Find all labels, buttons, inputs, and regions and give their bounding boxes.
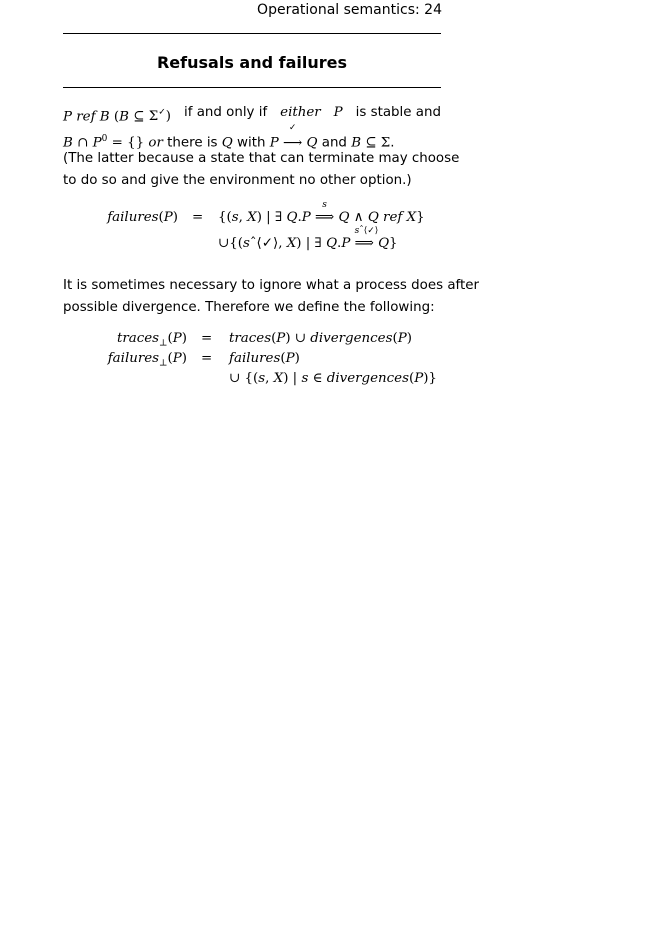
traces-bot-lhs: traces$_\perp$(P) — [116, 331, 187, 349]
failures-eq-sign: = — [192, 210, 204, 225]
there-is-text: there is — [167, 135, 218, 151]
title-rule — [63, 87, 441, 88]
top-rule — [63, 33, 441, 34]
failures-bot-eq-sign: = — [201, 351, 213, 366]
traces-bot-eq-sign: = — [201, 331, 213, 346]
latter-line-2: to do so and give the environment no other option.) — [63, 173, 412, 188]
failures-bot-lhs: failures$_\perp$(P) — [107, 351, 187, 369]
var-p: P — [333, 105, 343, 120]
latter-line-1: (The latter because a state that can terminate may choose — [63, 151, 460, 166]
refusal-definition: P ref B (B ⊆ Σ✓) if and only if either P is stable and B ∩ $P^0$ = {} or there is Q with P ✓ ⟶ Q and B ⊆ Σ. — [63, 102, 441, 155]
stable-text: is stable and — [355, 105, 441, 120]
trace-arrow: s ⟹ — [315, 200, 335, 225]
divergence-line-1: It is sometimes necessary to ignore what a process does after — [63, 278, 479, 293]
failures-lhs: failures(P) — [107, 210, 178, 225]
tick-transition-arrow: ✓ ⟶ — [283, 122, 303, 151]
running-header: Operational semantics: 24 — [257, 2, 442, 18]
traces-bot-rhs: traces(P) ∪ divergences(P) — [229, 331, 412, 346]
or-text: or — [148, 135, 163, 151]
divergence-line-2: possible divergence. Therefore we define the following: — [63, 300, 435, 315]
divergence-explanation — [63, 275, 479, 319]
and-text: and — [321, 135, 347, 151]
failures-rhs-line1: {(s, X) | ∃ Q.P s ⟹ Q ∧ Q ref X} — [218, 200, 425, 225]
period: . — [390, 135, 395, 151]
with-text: with — [237, 135, 266, 151]
either-text: either — [280, 105, 321, 120]
failures-bot-rhs-line2: ∪ {(s, X) | s ∈ divergences(P)} — [229, 371, 437, 386]
latter-explanation — [63, 148, 460, 192]
section-title: Refusals and failures — [156, 53, 347, 72]
tick-trace-arrow: sˆ⟨✓⟩ ⟹ — [354, 226, 379, 251]
refusal-formula: P ref B (B ⊆ Σ✓) — [63, 108, 172, 125]
iff-text: if and only if — [184, 105, 268, 120]
failures-bot-rhs-line1: failures(P) — [229, 351, 300, 366]
failures-rhs-line2: ∪{(sˆ⟨✓⟩, X) | ∃ Q.P sˆ⟨✓⟩ ⟹ Q} — [218, 226, 398, 251]
